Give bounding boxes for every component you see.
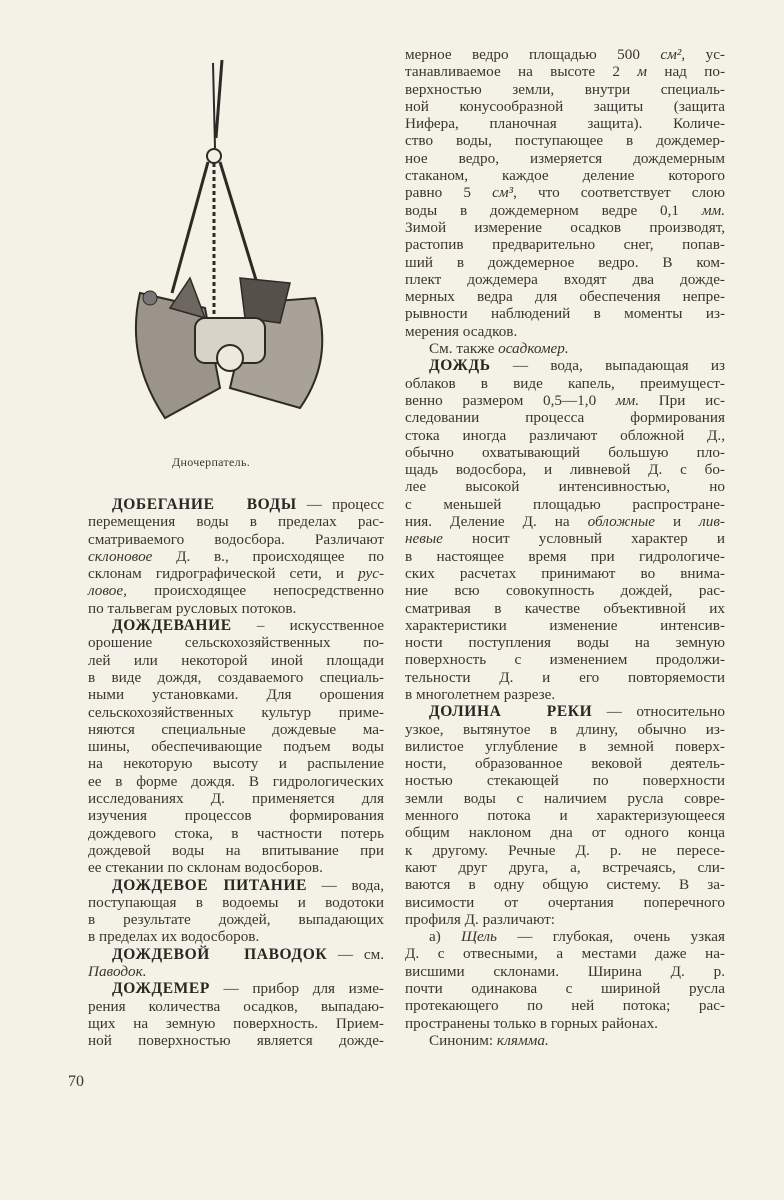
italic-term: клямма.: [496, 1031, 549, 1049]
ring: [207, 149, 221, 163]
text-line: [405, 271, 725, 288]
text-line: [88, 755, 384, 772]
text-line: [405, 600, 725, 617]
text-line: [88, 998, 384, 1015]
text-line: [88, 807, 384, 824]
text-line: [405, 530, 725, 547]
text-run: ности, образованное вековой деятель-: [405, 755, 725, 773]
left-column: [88, 496, 384, 1050]
text-line: [405, 548, 725, 565]
text-line: [405, 375, 725, 392]
text-run: узкое, вытянутое в длину, обычно из-: [405, 720, 725, 738]
text-line: [88, 582, 384, 599]
text-run: — относительно: [592, 703, 725, 721]
text-run: в пределах их водосборов.: [88, 928, 260, 946]
text-line: [88, 946, 384, 963]
text-line: [88, 773, 384, 790]
text-line: [405, 963, 725, 980]
figure-caption: Дночерпатель.: [172, 455, 251, 469]
text-run: и: [655, 513, 700, 531]
text-line: [405, 634, 725, 651]
left-arm: [172, 162, 208, 293]
text-run: щих на земную поверхность. Прием-: [88, 1014, 384, 1032]
text-line: [88, 565, 384, 582]
text-run: плект дождемера входят два дожде-: [405, 270, 725, 288]
right-column: [405, 46, 725, 1049]
text-run: дождевой воды на впитывание при: [88, 841, 384, 859]
text-run: ности поступления воды на земную: [405, 634, 725, 652]
text-line: [405, 184, 725, 201]
text-run: — прибор для изме-: [209, 980, 384, 998]
text-line: [88, 825, 384, 842]
italic-term: осадкомер.: [498, 340, 569, 358]
text-run: характеристики изменение интенсив-: [405, 616, 725, 634]
text-line: [405, 81, 725, 98]
text-run: сматриваемого водосбора. Различают: [88, 530, 384, 548]
text-line: [405, 254, 725, 271]
text-line: [405, 842, 725, 859]
text-run: Д. с отвесными, а местами даже на-: [405, 945, 725, 963]
text-run: стаканом, каждое деление которого: [405, 167, 725, 185]
text-run: в результате дождей, выпадающих: [88, 911, 384, 929]
text-run: венно размером 0,5—1,0: [405, 391, 616, 409]
text-line: [405, 219, 725, 236]
text-line: [405, 496, 725, 513]
text-run: земли воды с наличием русла совре-: [405, 789, 725, 807]
text-line: [405, 651, 725, 668]
text-line: [405, 202, 725, 219]
text-line: [405, 46, 725, 63]
text-run: ной поверхностью является дожде-: [88, 1032, 384, 1050]
text-line: [88, 894, 384, 911]
text-line: [88, 790, 384, 807]
text-run: в виде дождя, создаваемого специаль-: [88, 668, 384, 686]
entry-heading: ДОЖДЕВОЕ ПИТАНИЕ: [112, 876, 308, 894]
text-line: [405, 444, 725, 461]
text-line: [405, 478, 725, 495]
text-run: — см.: [327, 945, 384, 963]
text-run: Д. в., происходящее по: [152, 547, 384, 565]
text-run: — глубокая, очень узкая: [496, 928, 725, 946]
entry-heading: ДОЖДЕВОЙ ПАВОДОК: [112, 945, 328, 963]
italic-term: рус-: [358, 565, 384, 583]
text-run: ное ведро, измеряется дождемерным: [405, 149, 725, 167]
text-run: мерных ведра для обеспечения непре-: [405, 288, 725, 306]
text-line: [405, 513, 725, 530]
text-run: рывности наблюдений в моменты из-: [405, 305, 725, 323]
text-line: [405, 1032, 725, 1049]
text-line: [405, 1015, 725, 1032]
text-line: [405, 686, 725, 703]
text-run: шины, обеспечивающие подъем воды: [88, 738, 384, 756]
text-line: [405, 997, 725, 1014]
text-line: [405, 945, 725, 962]
italic-term: лив-: [699, 513, 725, 531]
text-line: [405, 288, 725, 305]
right-arm: [220, 162, 260, 293]
text-line: [88, 686, 384, 703]
text-line: [405, 115, 725, 132]
text-line: [405, 911, 725, 928]
text-run: над по-: [647, 63, 725, 81]
text-run: поверхность с изменением продолжи-: [405, 651, 725, 669]
text-run: ными установками. Для орошения: [88, 686, 384, 704]
text-line: [405, 565, 725, 582]
text-line: [405, 427, 725, 444]
italic-term: склоновое: [88, 547, 153, 565]
text-run: вилистое углубление в земной поверх-: [405, 737, 725, 755]
text-run: сматривая в качестве объективной их: [405, 599, 725, 617]
text-run: тельности Д. и его повторяемости: [405, 668, 725, 686]
text-run: перемещения воды в пределах рас-: [88, 513, 384, 531]
text-run: щадь водосбора, и ливневой Д. с бо-: [405, 461, 725, 479]
text-line: [88, 617, 384, 634]
text-run: , что соответствует слою: [513, 184, 725, 202]
text-line: [405, 772, 725, 789]
text-run: ший в дождемерное ведро. В ком-: [405, 253, 725, 271]
text-line: [405, 132, 725, 149]
text-run: менного потока и характеризующееся: [405, 807, 725, 825]
text-run: сельскохозяйственных культур приме-: [88, 703, 384, 721]
text-run: кают друг друга, а, встречаясь, сли-: [405, 858, 725, 876]
text-run: происходящее непосредственно: [126, 582, 384, 600]
text-run: При ис-: [639, 391, 725, 409]
text-line: [405, 409, 725, 426]
italic-term: см³: [492, 184, 514, 202]
text-run: верхностью земли, внутри специаль-: [405, 80, 725, 98]
text-line: [88, 928, 384, 945]
text-run: , ус-: [681, 46, 725, 63]
dredge-grab-illustration: [110, 58, 340, 428]
text-line: [88, 496, 384, 513]
text-run: исследованиях Д. применяется для: [88, 790, 384, 808]
entry-heading: ДОЛИНА РЕКИ: [429, 703, 593, 721]
text-line: [88, 738, 384, 755]
text-run: Зимой измерение осадков производят,: [405, 218, 725, 236]
text-run: Синоним:: [429, 1031, 497, 1049]
text-line: [88, 531, 384, 548]
text-run: ваются в одну общую систему. В за-: [405, 876, 725, 894]
entry-heading: ДОБЕГАНИЕ ВОДЫ: [112, 496, 297, 513]
text-run: в многолетнем разрезе.: [405, 685, 556, 703]
text-line: [88, 600, 384, 617]
text-line: [405, 236, 725, 253]
text-line: [88, 980, 384, 997]
text-line: [405, 703, 725, 720]
text-line: [88, 513, 384, 530]
text-run: облаков в виде капель, преимущест-: [405, 374, 725, 392]
text-line: [405, 980, 725, 997]
text-run: танавливаемое на высоте 2: [405, 63, 638, 81]
text-line: [88, 704, 384, 721]
text-line: [405, 807, 725, 824]
text-run: лее высокой интенсивностью, но: [405, 478, 725, 496]
text-line: [405, 755, 725, 772]
text-run: — вода,: [307, 876, 384, 894]
text-run: висшими склонами. Ширина Д. р.: [405, 962, 725, 980]
text-run: на некоторую высоту и распыление: [88, 755, 384, 773]
text-run: склонам гидрографической сети, и: [88, 565, 359, 583]
text-run: почти одинакова с шириной русла: [405, 980, 725, 998]
text-line: [405, 876, 725, 893]
text-line: [405, 340, 725, 357]
text-run: воды в дождемерном ведре 0,1: [405, 201, 702, 219]
text-run: ее стекании по склонам водосборов.: [88, 859, 323, 877]
text-run: висимости от очертания поперечного: [405, 893, 725, 911]
text-run: а): [429, 928, 462, 946]
text-run: ной конусообразной защиты (защита: [405, 97, 725, 115]
text-run: следовании процесса формирования: [405, 409, 725, 427]
text-line: [88, 859, 384, 876]
text-run: ностью стекающей по поверхности: [405, 772, 725, 790]
text-run: мерения осадков.: [405, 322, 518, 340]
text-line: [88, 652, 384, 669]
text-run: ние всю совокупность дождей, рас-: [405, 582, 725, 600]
text-line: [88, 911, 384, 928]
italic-term: Паводок.: [88, 963, 147, 981]
text-run: растопив предварительно снег, попав-: [405, 236, 725, 254]
text-line: [405, 63, 725, 80]
text-line: [88, 634, 384, 651]
bucket-jaws: [136, 278, 322, 418]
text-run: лей или некоторой иной площади: [88, 651, 384, 669]
text-run: с меньшей площадью распростране-: [405, 495, 725, 513]
italic-term: м: [637, 63, 647, 81]
text-line: [405, 928, 725, 945]
text-run: – искусственное: [231, 617, 384, 635]
entry-heading: ДОЖДЬ: [429, 357, 491, 375]
text-line: [405, 894, 725, 911]
text-run: орошение сельскохозяйственных по-: [88, 634, 384, 652]
text-run: Нифера, планочная защита). Количе-: [405, 115, 725, 133]
text-run: протекающего по ней потока; рас-: [405, 997, 725, 1015]
text-run: равно 5: [405, 184, 493, 202]
text-line: [405, 738, 725, 755]
text-line: [88, 1015, 384, 1032]
text-line: [88, 1032, 384, 1049]
italic-term: Щель: [461, 928, 497, 946]
text-run: носит условный характер и: [442, 530, 725, 548]
text-run: поступающая в водоемы и водотоки: [88, 893, 384, 911]
text-run: ее в форме дождя. В гидрологических: [88, 772, 384, 790]
italic-term: невые: [405, 530, 443, 548]
text-line: [88, 669, 384, 686]
text-run: обычно охватывающий большую пло-: [405, 443, 725, 461]
text-run: пространены только в горных районах.: [405, 1014, 658, 1032]
text-line: [405, 824, 725, 841]
text-line: [88, 877, 384, 894]
text-run: няются специальные дождевые ма-: [88, 720, 384, 738]
text-line: [405, 669, 725, 686]
entry-heading: ДОЖДЕМЕР: [112, 980, 210, 998]
text-line: [405, 859, 725, 876]
text-run: к другому. Речные Д. р. не пересе-: [405, 841, 725, 859]
text-run: общим наклоном дна от одного конца: [405, 824, 725, 842]
text-run: в настоящее время при гидрологиче-: [405, 547, 725, 565]
entry-heading: ДОЖДЕВАНИЕ: [112, 617, 232, 635]
hanging-rod: [213, 63, 215, 148]
text-line: [88, 721, 384, 738]
text-run: См. также: [429, 340, 499, 358]
text-run: дождевого стока, в частности потерь: [88, 824, 384, 842]
text-run: рения количества осадков, выпадаю-: [88, 997, 384, 1015]
text-run: профиля Д. различают:: [405, 910, 556, 928]
text-line: [405, 790, 725, 807]
italic-term: мм.: [701, 201, 725, 219]
italic-term: обложные: [587, 513, 655, 531]
text-run: по тальвегам русловых потоков.: [88, 599, 297, 617]
text-line: [405, 357, 725, 374]
italic-term: см²: [660, 46, 682, 63]
text-line: [405, 98, 725, 115]
text-line: [405, 721, 725, 738]
text-line: [405, 461, 725, 478]
text-run: ских расчетах принимают во внима-: [405, 564, 725, 582]
text-line: [88, 842, 384, 859]
text-line: [405, 392, 725, 409]
text-run: стока иногда различают обложной Д.,: [405, 426, 725, 444]
text-line: [405, 617, 725, 634]
text-run: ния. Деление Д. на: [405, 513, 588, 531]
page-number: 70: [68, 1073, 84, 1090]
text-line: [405, 305, 725, 322]
text-run: изучения процессов формирования: [88, 807, 384, 825]
italic-term: ловое,: [88, 582, 127, 600]
text-line: [405, 582, 725, 599]
text-line: [405, 167, 725, 184]
text-line: [405, 323, 725, 340]
text-line: [88, 548, 384, 565]
text-run: — процесс: [296, 496, 385, 513]
italic-term: мм.: [615, 391, 640, 409]
text-line: [88, 963, 384, 980]
text-run: ство воды, поступающее в дождемер-: [405, 132, 725, 150]
text-line: [405, 150, 725, 167]
text-run: мерное ведро площадью 500: [405, 46, 661, 63]
text-run: — вода, выпадающая из: [490, 357, 725, 375]
